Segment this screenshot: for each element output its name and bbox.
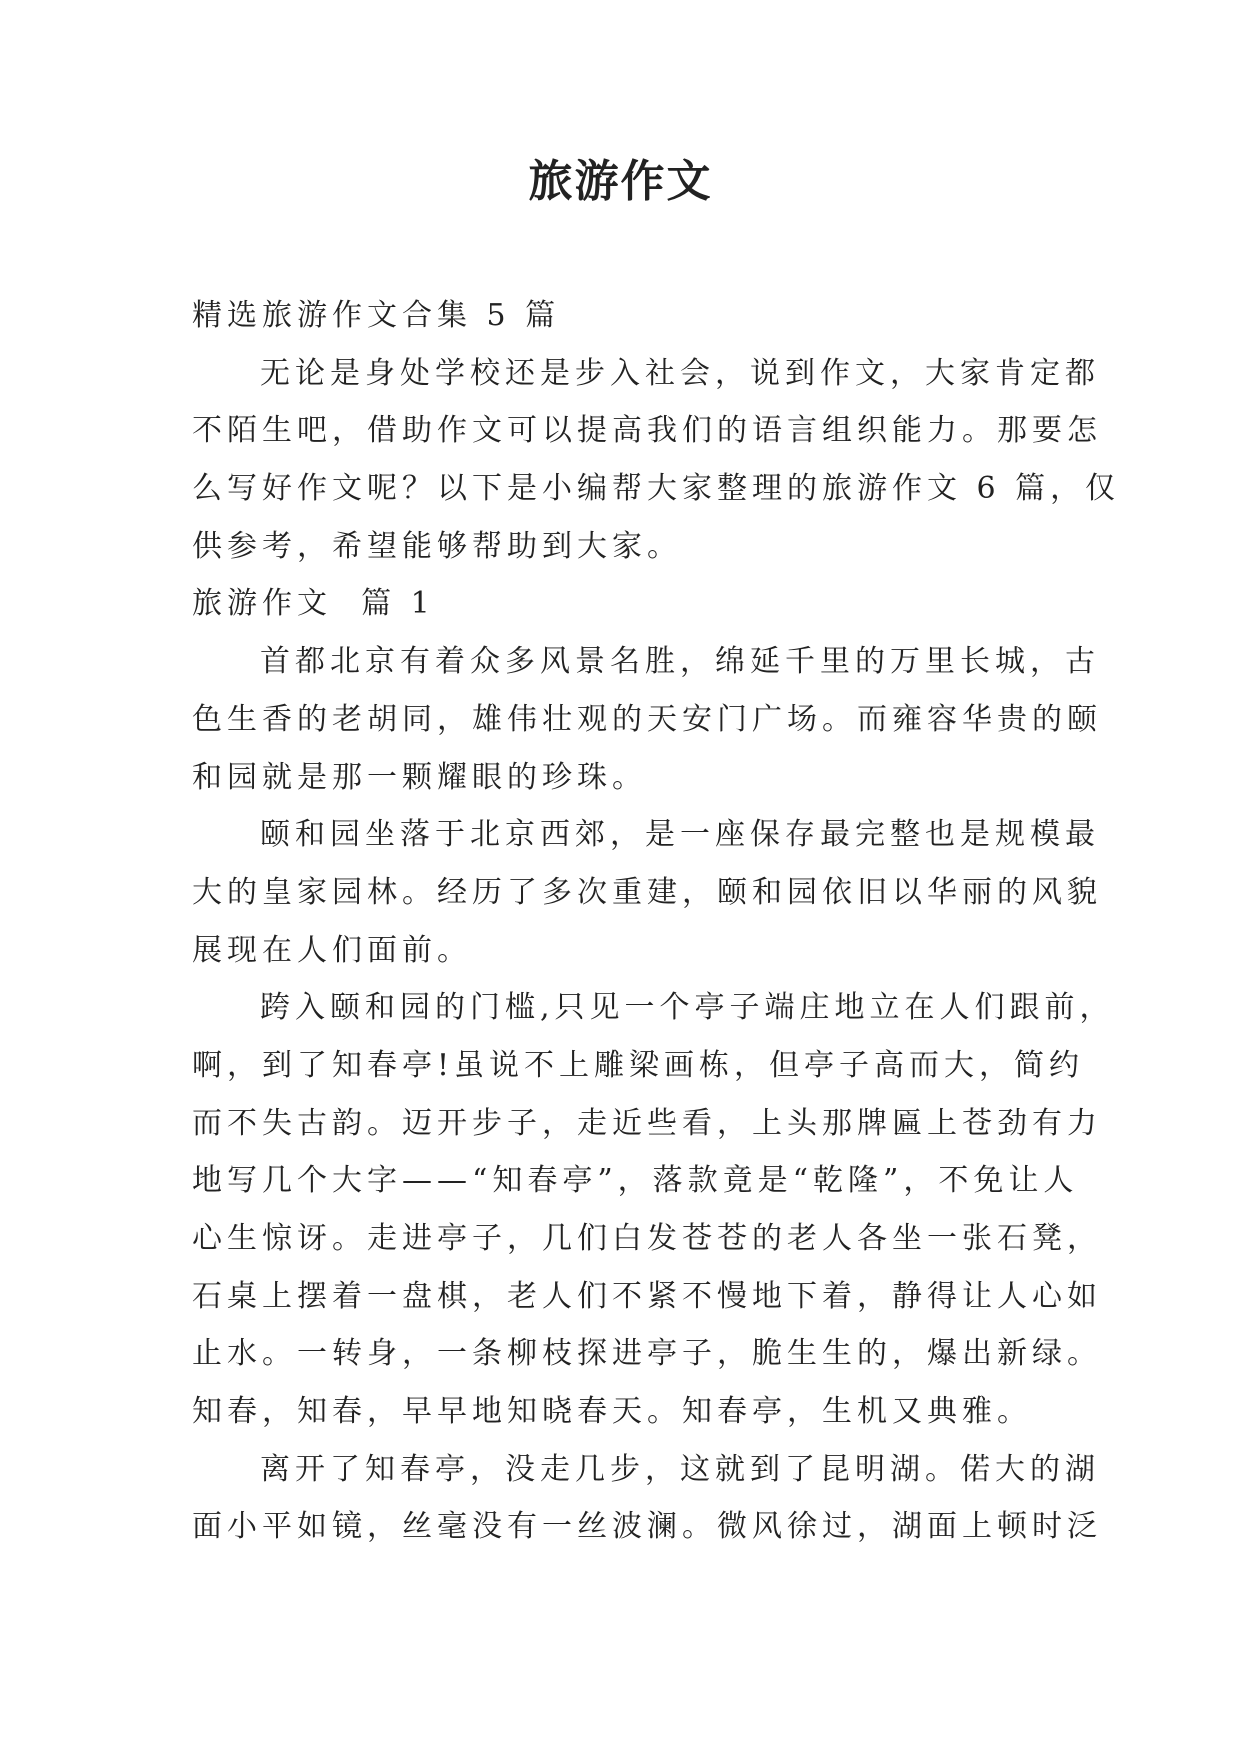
text-line: 知春，知春，早早地知晓春天。知春亭，生机又典雅。 — [192, 1394, 1032, 1430]
document-title: 旅游作文 — [528, 156, 713, 207]
text-line: 供参考，希望能够帮助到大家。 — [192, 528, 682, 564]
text-line: 颐和园坐落于北京西郊，是一座保存最完整也是规模最 — [260, 817, 1100, 853]
text-line: 地写几个大字——“知春亭”，落款竟是“乾隆”，不免让人 — [192, 1163, 1079, 1199]
text-line: 心生惊讶。走进亭子，几们白发苍苍的老人各坐一张石凳， — [192, 1221, 1102, 1256]
document-body — [192, 287, 1121, 1556]
text-line: 色生香的老胡同，雄伟壮观的天安门广场。而雍容华贵的颐 — [192, 701, 1102, 737]
section-heading: 旅游作文 篇 1 — [192, 586, 435, 622]
text-line: 石桌上摆着一盘棋，老人们不紧不慢地下着，静得让人心如 — [192, 1278, 1102, 1314]
text-line: 离开了知春亭，没走几步，这就到了昆明湖。偌大的湖 — [260, 1451, 1100, 1487]
text-line: 么写好作文呢？以下是小编帮大家整理的旅游作文 6 篇，仅 — [192, 471, 1121, 507]
text-line: 展现在人们面前。 — [192, 932, 472, 968]
text-line: 面小平如镜，丝毫没有一丝波澜。微风徐过，湖面上顿时泛 — [192, 1509, 1102, 1545]
text-line: 和园就是那一颗耀眼的珍珠。 — [192, 759, 647, 795]
text-line: 首都北京有着众多风景名胜，绵延千里的万里长城，古 — [260, 644, 1100, 680]
text-line: 精选旅游作文合集 5 篇 — [192, 298, 561, 333]
text-line: 跨入颐和园的门槛,只见一个亭子端庄地立在人们跟前， — [260, 990, 1115, 1026]
text-line: 而不失古韵。迈开步子，走近些看，上头那牌匾上苍劲有力 — [192, 1105, 1102, 1141]
text-line: 啊，到了知春亭!虽说不上雕梁画栋，但亭子高而大，简约 — [192, 1047, 1085, 1083]
text-line: 大的皇家园林。经历了多次重建，颐和园依旧以华丽的风貌 — [192, 874, 1102, 910]
text-line: 不陌生吧，借助作文可以提高我们的语言组织能力。那要怎 — [192, 413, 1102, 449]
text-line: 止水。一转身，一条柳枝探进亭子，脆生生的，爆出新绿。 — [192, 1336, 1102, 1372]
text-line: 无论是身处学校还是步入社会，说到作文，大家肯定都 — [260, 355, 1100, 391]
